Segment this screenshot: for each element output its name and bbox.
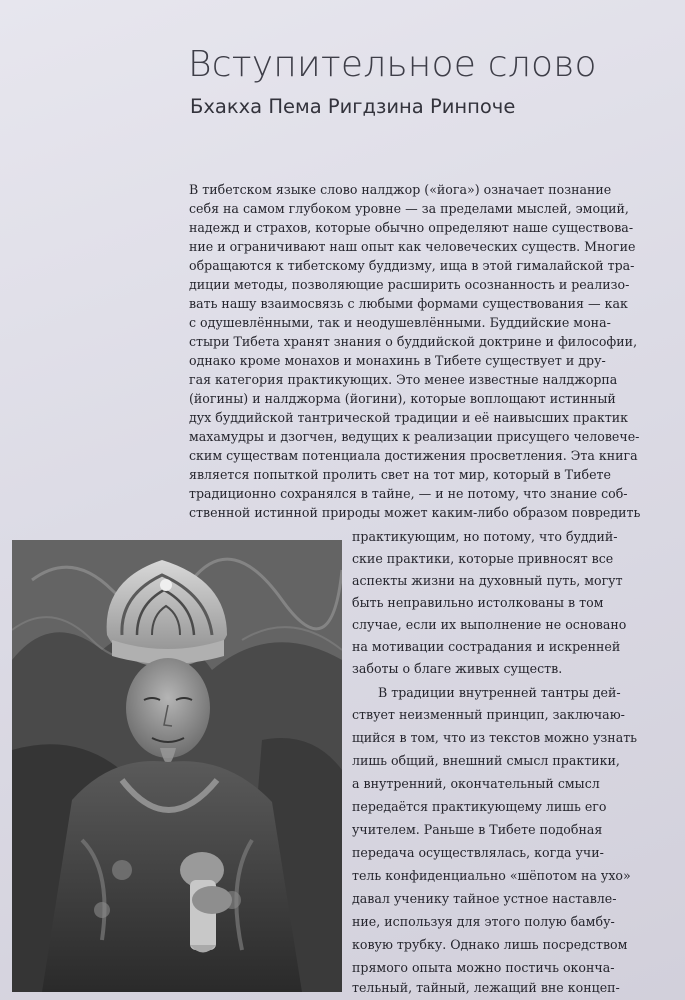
text-line: однако кроме монахов и монахинь в Тибете существует и дру-: [189, 353, 606, 368]
text-line: аспекты жизни на духовный путь, могут: [352, 573, 623, 588]
text-line: является попыткой пролить свет на тот мир, который в Тибете: [189, 467, 611, 482]
text-line: (йогины) и налджорма (йогини), которые воплощают истинный: [189, 391, 616, 406]
text-line: учителем. Раньше в Тибете подобная: [352, 822, 603, 837]
text-line: себя на самом глубоком уровне — за пределами мыслей, эмоций,: [189, 201, 629, 216]
page-subtitle: Бхакха Пема Ригдзина Ринпоче: [190, 95, 516, 118]
text-line: ствует неизменный принцип, заключаю-: [352, 707, 625, 722]
text-line: передаётся практикующему лишь его: [352, 799, 607, 814]
text-line: диции методы, позволяющие расширить осознанность и реализо-: [189, 277, 630, 292]
text-line: махамудры и дзогчен, ведущих к реализации присущего человече-: [189, 429, 640, 444]
text-line: случае, если их выполнение не основано: [352, 617, 627, 632]
text-line: В тибетском языке слово налджор («йога») означает познание: [189, 182, 612, 197]
text-line: а внутренний, окончательный смысл: [352, 776, 600, 791]
text-line: быть неправильно истолкованы в том: [352, 595, 604, 610]
text-line: ковую трубку. Однако лишь посредством: [352, 937, 628, 952]
text-line: тельный, тайный, лежащий вне концеп-: [352, 980, 620, 995]
text-line: прямого опыта можно постичь оконча-: [352, 960, 615, 975]
text-line: вать нашу взаимосвязь с любыми формами существования — как: [189, 296, 628, 311]
text-line: традиционно сохранялся в тайне, — и не потому, что знание соб-: [189, 486, 628, 501]
text-line: щийся в том, что из текстов можно узнать: [352, 730, 638, 745]
text-line: ние и ограничивают наш опыт как человеческих существ. Многие: [189, 239, 636, 254]
text-line: с одушевлёнными, так и неодушевлёнными. Буддийские мона-: [189, 315, 611, 330]
text-line: стыри Тибета хранят знания о буддийской доктрине и философии,: [189, 334, 638, 349]
text-line: В традиции внутренней тантры дей-: [378, 685, 621, 700]
text-line: ственной истинной природы может каким-либо образом повредить: [189, 505, 641, 520]
text-line: обращаются к тибетскому буддизму, ища в этой гималайской тра-: [189, 258, 635, 273]
text-line: практикующим, но потому, что буддий-: [352, 529, 618, 544]
text-line: лишь общий, внешний смысл практики,: [352, 753, 620, 768]
text-line: ние, используя для этого полую бамбу-: [352, 914, 615, 929]
text-line: дух буддийской тантрической традиции и её наивысших практик: [189, 410, 629, 425]
text-line: давал ученику тайное устное наставле-: [352, 891, 617, 906]
text-line: передача осуществлялась, когда учи-: [352, 845, 604, 860]
text-line: гая категория практикующих. Это менее известные налджорпа: [189, 372, 618, 387]
text-line: тель конфиденциально «шёпотом на ухо»: [352, 868, 631, 883]
text-line: на мотивации сострадания и искренней: [352, 639, 621, 654]
text-line: надежд и страхов, которые обычно определяют наше существова-: [189, 220, 634, 235]
text-line: заботы о благе живых существ.: [352, 661, 563, 676]
page-title: Вступительное слово: [188, 44, 597, 85]
text-line: ским существам потенциала достижения просветления. Эта книга: [189, 448, 638, 463]
text-line: ские практики, которые привносят все: [352, 551, 614, 566]
